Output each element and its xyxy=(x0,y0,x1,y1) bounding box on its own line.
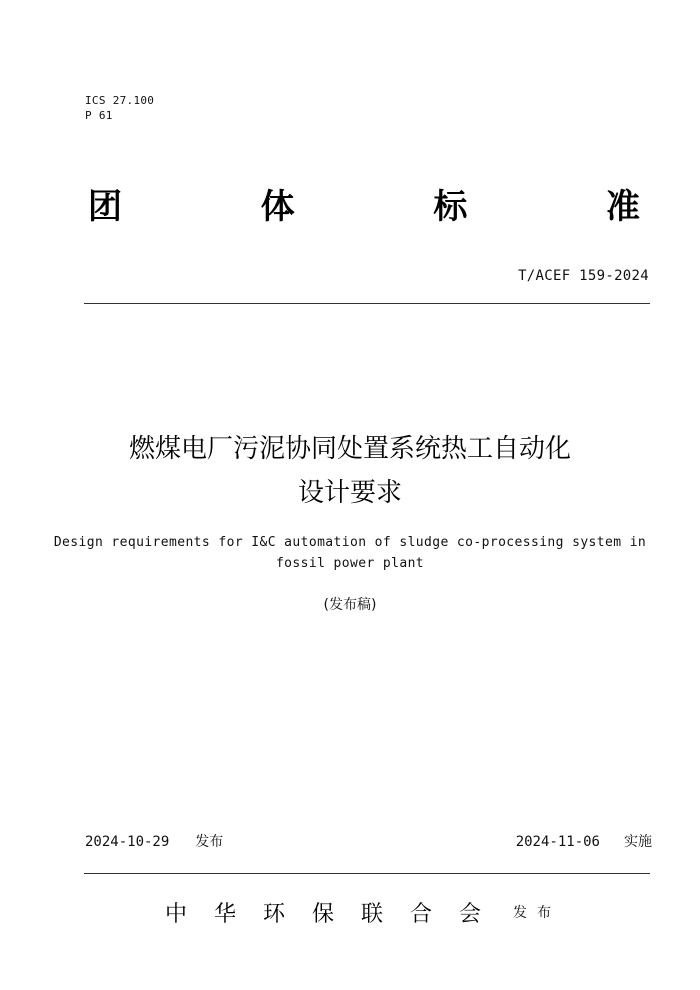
implement-label: 实施 xyxy=(624,834,652,850)
classification-codes xyxy=(85,93,154,123)
publisher-char: 保 xyxy=(312,901,335,927)
bottom-divider xyxy=(84,873,650,874)
title-en-line1: Design requirements for I&C automation of sludge co-processing system in xyxy=(53,535,647,550)
standard-type-char: 准 xyxy=(605,187,640,227)
title-cn-line1: 燃煤电厂污泥协同处置系统热工自动化 xyxy=(128,434,571,464)
publisher-char: 联 xyxy=(361,901,384,927)
standard-number: T/ACEF 159-2024 xyxy=(518,268,649,284)
standard-type-char: 标 xyxy=(433,187,468,227)
publisher-char: 会 xyxy=(459,901,482,927)
publisher-char: 中 xyxy=(165,901,188,927)
publisher-line xyxy=(165,897,551,927)
title-cn-line2: 设计要求 xyxy=(297,478,402,508)
publisher-char: 合 xyxy=(410,901,433,927)
draft-status: (发布稿) xyxy=(323,597,377,613)
publish-date: 2024-10-29 xyxy=(85,834,170,850)
top-divider xyxy=(84,303,650,304)
title-en-line2: fossil power plant xyxy=(275,556,425,571)
standard-type-char: 体 xyxy=(260,187,295,227)
publisher-suffix-char: 布 xyxy=(537,905,551,921)
publish-label: 发布 xyxy=(195,834,224,850)
implement-date: 2024-11-06 xyxy=(515,834,600,850)
ics-code: ICS 27.100 xyxy=(85,94,155,107)
publisher-suffix xyxy=(513,902,551,922)
publisher-char: 环 xyxy=(263,901,286,927)
ccs-code: P 61 xyxy=(85,109,113,122)
publisher-name xyxy=(165,897,481,928)
publish-date-group xyxy=(85,832,223,852)
standard-type-heading xyxy=(88,182,640,232)
publisher-suffix-char: 发 xyxy=(513,905,527,921)
publisher-char: 华 xyxy=(214,901,237,927)
implement-date-group xyxy=(516,832,652,852)
standard-type-char: 团 xyxy=(88,187,122,227)
